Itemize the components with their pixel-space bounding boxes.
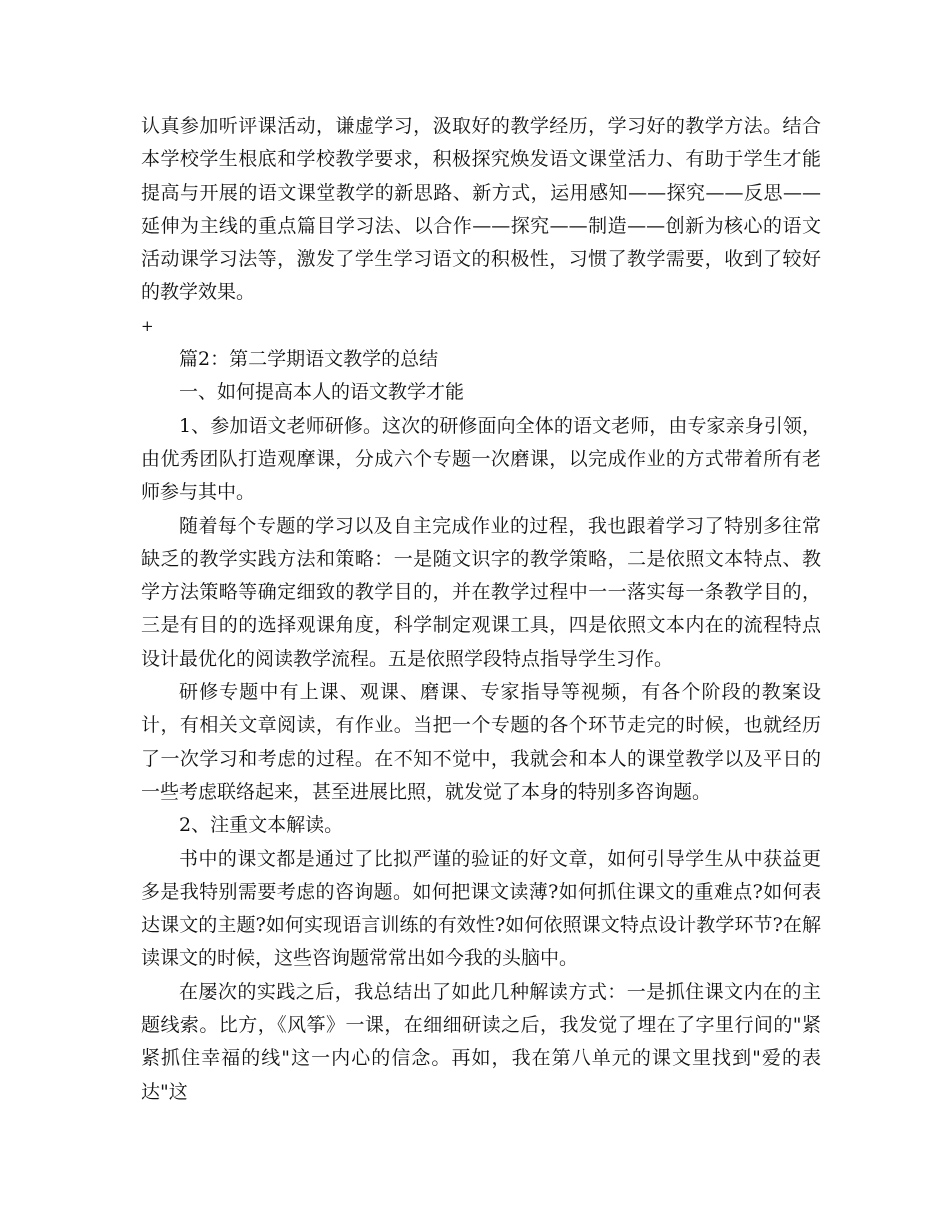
paragraph-methods: 在屡次的实践之后，我总结出了如此几种解读方式：一是抓住课文内在的主题线索。比方，《风筝》一课，在细细研读之后，我发觉了埋在了字里行间的"紧紧抓住幸福的线"这一内心的信念。再如，我在第八单元的课文里找到"爱的表达"这	[141, 980, 821, 1103]
paragraph-research: 研修专题中有上课、观课、磨课、专家指导等视频，有各个阶段的教案设计，有相关文章阅读，有作业。当把一个专题的各个环节走完的时候，也就经历了一次学习和考虑的过程。在不知不觉中，我就会和本人的课堂教学以及平日的一些考虑联络起来，甚至进展比照，就发觉了本身的特别多咨询题。	[141, 681, 821, 803]
plus-marker: +	[141, 316, 154, 335]
paragraph-continuation: 认真参加听评课活动，谦虚学习，汲取好的教学经历，学习好的教学方法。结合本学校学生根底和学校教学要求，积极探究焕发语文课堂活力、有助于学生才能提高与开展的语文课堂教学的新思路、新方式，运用感知——探究——反思——延伸为主线的重点篇目学习法、以合作——探究——制造——创新为核心的语文活动课学习法等，激发了学生学习语文的积极性，习惯了教学需要，收到了较好的教学效果。	[141, 115, 821, 304]
section-heading-1: 一、如何提高本人的语文教学才能	[179, 381, 465, 404]
section-title: 篇2：第二学期语文教学的总结	[179, 348, 439, 371]
paragraph-item-1: 1、参加语文老师研修。这次的研修面向全体的语文老师，由专家亲身引领，由优秀团队打造观摩课，分成六个专题一次磨课，以完成作业的方式带着所有老师参与其中。	[141, 414, 821, 504]
paragraph-item-2: 2、注重文本解读。	[179, 814, 344, 837]
paragraph-text-reading: 书中的课文都是通过了比拟严谨的验证的好文章，如何引导学生从中获益更多是我特别需要考虑的咨询题。如何把课文读薄?如何抓住课文的重难点?如何表达课文的主题?如何实现语言训练的有效性?如何依照课文特点设计教学环节?在解读课文的时候，这些咨询题常常出如今我的头脑中。	[141, 847, 821, 970]
document-body	[141, 110, 821, 1109]
paragraph-strategies: 随着每个专题的学习以及自主完成作业的过程，我也跟着学习了特别多往常缺乏的教学实践方法和策略：一是随文识字的教学策略，二是依照文本特点、教学方法策略等确定细致的教学目的，并在教学过程中一一落实每一条教学目的，三是有目的的选择观课角度，科学制定观课工具，四是依照文本内在的流程特点设计最优化的阅读教学流程。五是依照学段特点指导学生习作。	[141, 514, 821, 670]
